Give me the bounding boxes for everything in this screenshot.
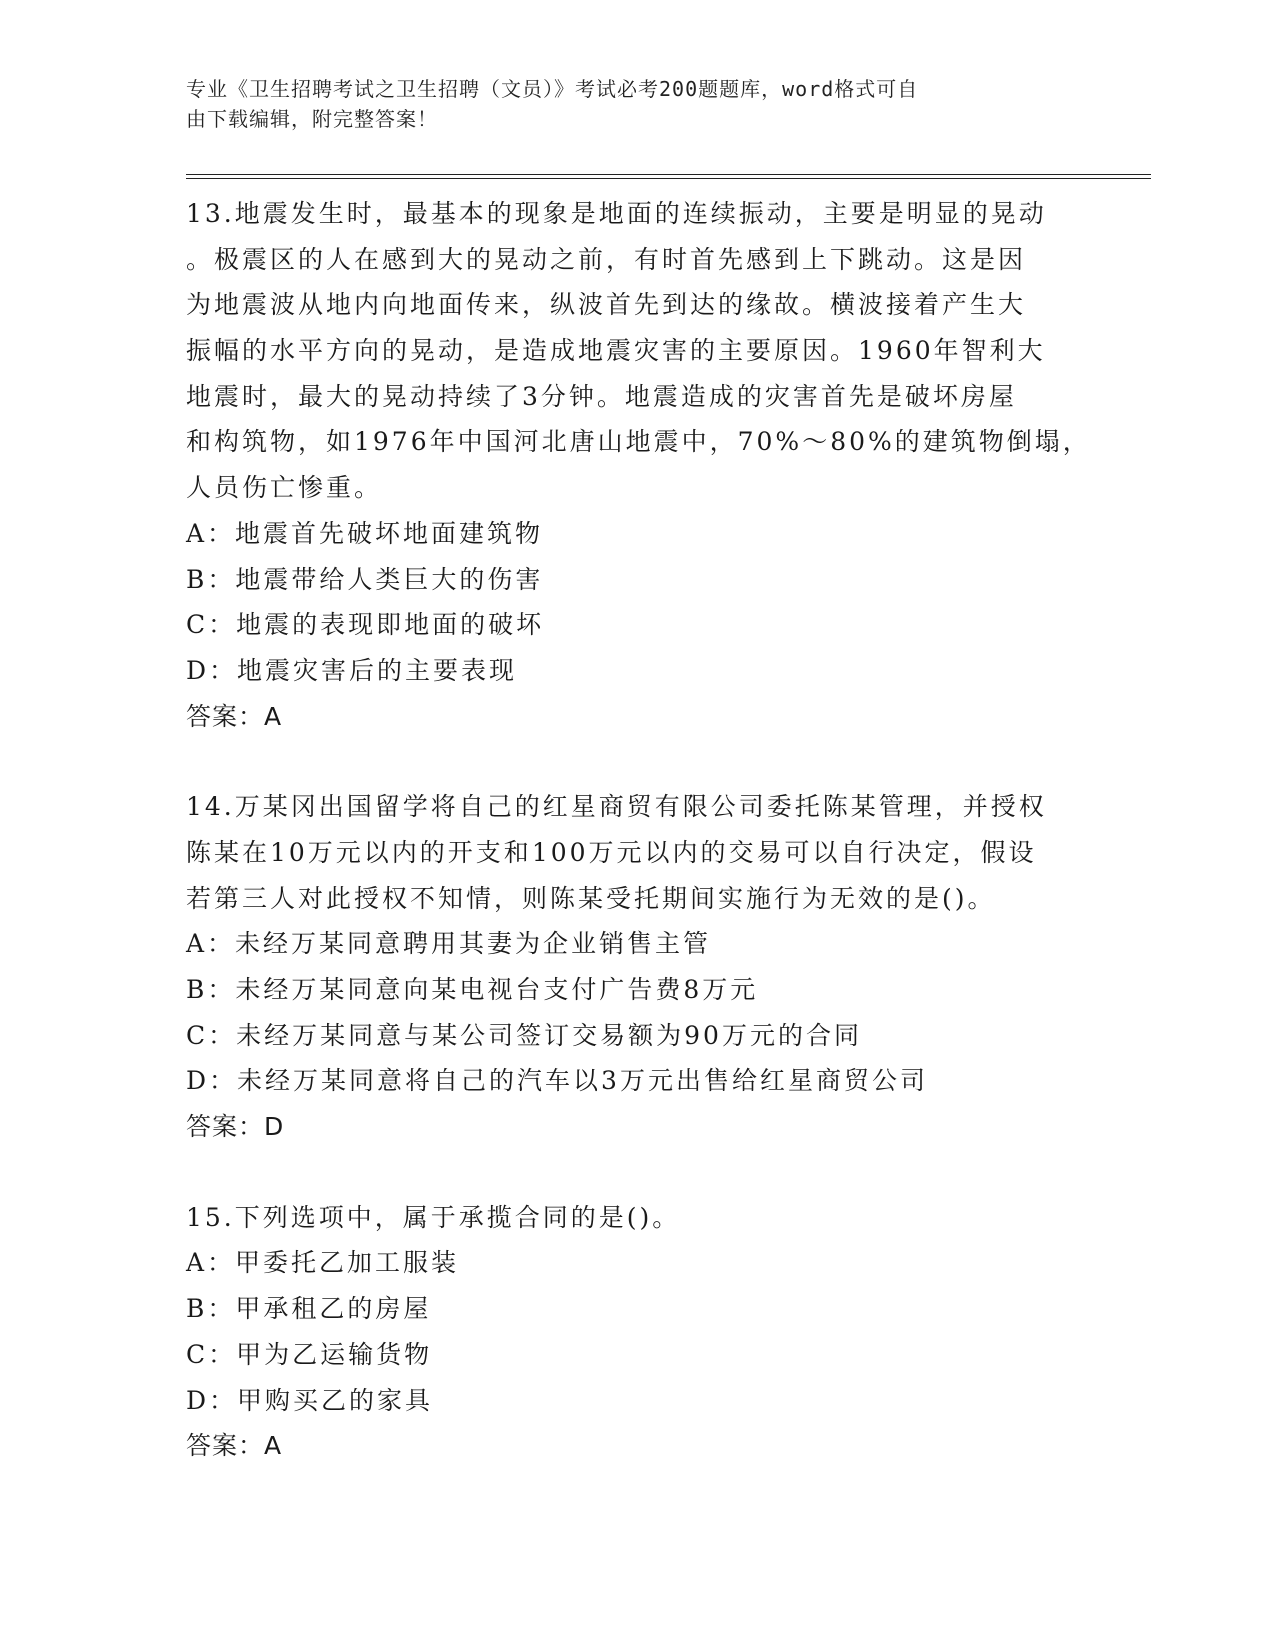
question-stem-line: 13.地震发生时，最基本的现象是地面的连续振动，主要是明显的晃动 xyxy=(186,199,1047,228)
option-c: C：甲为乙运输货物 xyxy=(186,1339,433,1369)
option-d: D：未经万某同意将自己的汽车以3万元出售给红星商贸公司 xyxy=(186,1066,928,1096)
question-13 xyxy=(186,191,1091,739)
header-divider xyxy=(186,174,1151,175)
question-stem-line: 地震时，最大的晃动持续了3分钟。地震造成的灾害首先是破坏房屋 xyxy=(186,381,1017,411)
question-14 xyxy=(186,784,1086,1150)
question-stem-line: 若第三人对此授权不知情，则陈某受托期间实施行为无效的是()。 xyxy=(186,883,996,913)
question-stem-line: 。极震区的人在感到大的晃动之前，有时首先感到上下跳动。这是因 xyxy=(186,244,1027,274)
answer-line: 答案：A xyxy=(186,1431,283,1461)
option-b: B：地震带给人类巨大的伤害 xyxy=(186,564,544,594)
question-stem-line: 振幅的水平方向的晃动，是造成地震灾害的主要原因。1960年智利大 xyxy=(186,336,1046,366)
question-stem-line: 人员伤亡惨重。 xyxy=(186,473,383,503)
option-b: B：未经万某同意向某电视台支付广告费8万元 xyxy=(186,975,759,1004)
question-15 xyxy=(186,1195,1086,1469)
question-stem-line: 陈某在10万元以内的开支和100万元以内的交易可以自行决定，假设 xyxy=(186,837,1037,867)
option-d: D：地震灾害后的主要表现 xyxy=(186,655,518,685)
option-b: B：甲承租乙的房屋 xyxy=(186,1294,432,1324)
header-divider xyxy=(186,178,1151,179)
header-line: 专业《卫生招聘考试之卫生招聘（文员）》考试必考200题题库，word格式可自 xyxy=(186,77,919,101)
document-header xyxy=(186,74,1066,134)
question-list xyxy=(186,191,1091,1514)
question-stem-line: 为地震波从地内向地面传来，纵波首先到达的缘故。横波接着产生大 xyxy=(186,290,1027,320)
option-a: A：地震首先破坏地面建筑物 xyxy=(186,518,544,548)
option-c: C：地震的表现即地面的破坏 xyxy=(186,610,545,640)
answer-line: 答案：D xyxy=(186,1112,285,1142)
option-a: A：未经万某同意聘用其妻为企业销售主管 xyxy=(186,929,712,959)
option-a: A：甲委托乙加工服装 xyxy=(186,1248,460,1278)
header-line: 由下载编辑，附完整答案！ xyxy=(186,107,438,131)
answer-line: 答案：A xyxy=(186,701,283,731)
question-stem-line: 和构筑物，如1976年中国河北唐山地震中，70%～80%的建筑物倒塌， xyxy=(186,427,1091,457)
option-d: D：甲购买乙的家具 xyxy=(186,1385,434,1415)
option-c: C：未经万某同意与某公司签订交易额为90万元的合同 xyxy=(186,1020,862,1050)
question-stem-line: 14.万某冈出国留学将自己的红星商贸有限公司委托陈某管理，并授权 xyxy=(186,792,1047,822)
question-stem-line: 15.下列选项中，属于承揽合同的是()。 xyxy=(186,1202,681,1232)
